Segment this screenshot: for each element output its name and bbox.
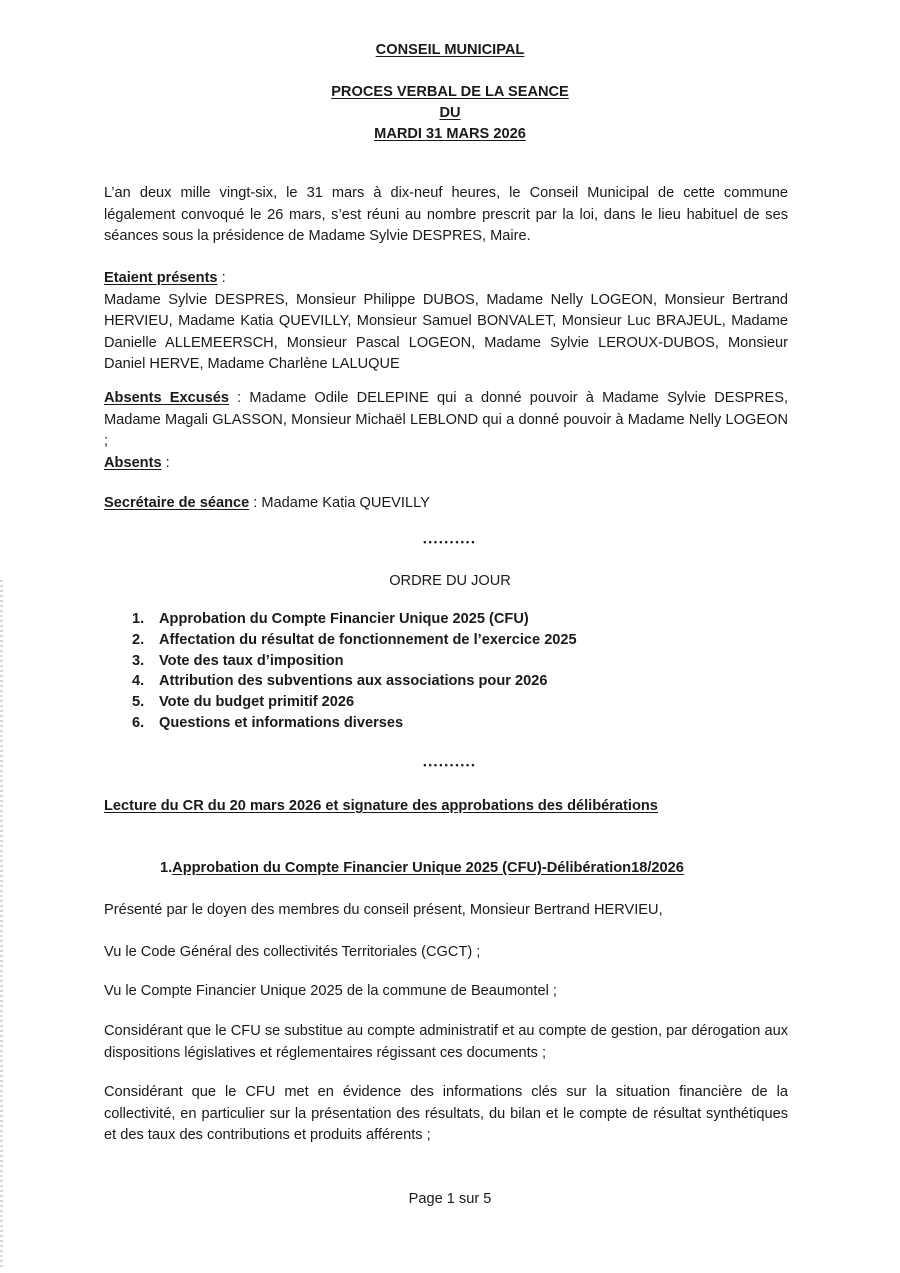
excused-section xyxy=(104,388,788,453)
secretary-text: : Madame Katia QUEVILLY xyxy=(249,495,430,511)
separator-2: •••••••••• xyxy=(423,760,477,770)
vu-cfu: Vu le Compte Financier Unique 2025 de la commune de Beaumontel ; xyxy=(104,983,557,999)
secretary-section xyxy=(104,493,788,515)
section-1-title: Approbation du Compte Financier Unique 2025 (CFU)-Délibération18/2026 xyxy=(172,860,684,876)
absent-section xyxy=(104,453,788,475)
agenda-item-number: 2. xyxy=(132,631,145,648)
presented-by: Présenté par le doyen des membres du conseil présent, Monsieur Bertrand HERVIEU, xyxy=(104,902,663,918)
excused-text: : Madame Odile DELEPINE qui a donné pouvoir à Madame Sylvie DESPRES, Madame Magali GLASSON, Monsieur Michaël LEBLOND qui a donné pouvoir à Madame Nelly LOGEON ; xyxy=(104,390,788,449)
agenda-item xyxy=(132,609,577,630)
agenda-item-number: 4. xyxy=(132,673,145,690)
agenda-item-label: Affectation du résultat de fonctionnement de l’exercice 2025 xyxy=(159,631,577,648)
excused-label: Absents Excusés xyxy=(104,390,229,406)
agenda-item xyxy=(132,651,577,672)
agenda-item xyxy=(132,692,577,713)
agenda-item xyxy=(132,713,577,734)
absent-label: Absents xyxy=(104,455,162,471)
considerant-1 xyxy=(104,1021,788,1064)
agenda-item-number: 3. xyxy=(132,652,145,669)
absent-text: : xyxy=(161,455,170,471)
present-names: Madame Sylvie DESPRES, Monsieur Philippe DUBOS, Madame Nelly LOGEON, Monsieur Bertrand HERVIEU, Madame Katia QUEVILLY, Monsieur Samuel BONVALET, Monsieur Luc BRAJEUL, Madame Danielle ALLEMEERSCH, Monsieur Pascal LOGEON, Madame Sylvie LEROUX-DUBOS, Monsieur Daniel HERVE, Madame Charlène LALUQUE xyxy=(104,291,788,372)
agenda-list xyxy=(132,609,577,734)
considerant-1-text: Considérant que le CFU se substitue au compte administratif et au compte de gestion, par dérogation aux dispositions législatives et réglementaires régissant ces documents ; xyxy=(104,1023,788,1061)
agenda-item-label: Questions et informations diverses xyxy=(159,714,404,731)
agenda-item-number: 6. xyxy=(132,714,145,731)
intro-paragraph xyxy=(104,183,788,248)
section-1-number: 1. xyxy=(160,860,173,876)
agenda-item xyxy=(132,630,577,651)
agenda-item-label: Vote du budget primitif 2026 xyxy=(159,694,355,711)
considerant-2-text: Considérant que le CFU met en évidence des informations clés sur la situation financière de la collectivité, en particulier sur la présentation des résultats, du bilan et le compte de résultat synthétiques et des taux des contributions et produits afférents ; xyxy=(104,1084,788,1143)
meeting-date: MARDI 31 MARS 2026 xyxy=(374,126,526,142)
considerant-2 xyxy=(104,1082,788,1147)
council-heading: CONSEIL MUNICIPAL xyxy=(375,42,525,58)
page-footer: Page 1 sur 5 xyxy=(408,1191,492,1207)
vu-cgct: Vu le Code Général des collectivités Territoriales (CGCT) ; xyxy=(104,944,481,960)
intro-text: L’an deux mille vingt-six, le 31 mars à dix-neuf heures, le Conseil Municipal de cette commune légalement convoqué le 26 mars, s’est réuni au nombre prescrit par la loi, dans le lieu habituel de ses séances sous la présidence de Madame Sylvie DESPRES, Maire. xyxy=(104,185,788,244)
present-section xyxy=(104,268,788,376)
agenda-item-label: Attribution des subventions aux associations pour 2026 xyxy=(159,673,548,690)
scan-edge-artifact xyxy=(0,580,3,1270)
minutes-title-du: DU xyxy=(439,105,461,121)
agenda-item-label: Approbation du Compte Financier Unique 2025 (CFU) xyxy=(159,611,529,627)
agenda-item-label: Vote des taux d’imposition xyxy=(159,652,344,669)
agenda-item-number: 1. xyxy=(132,611,145,627)
agenda-item xyxy=(132,671,577,692)
present-sep: : xyxy=(217,270,226,286)
minutes-title: PROCES VERBAL DE LA SEANCE xyxy=(331,84,569,100)
section-1-heading xyxy=(160,860,684,876)
present-label: Etaient présents xyxy=(104,270,218,286)
separator-1: •••••••••• xyxy=(423,537,477,547)
reading-heading: Lecture du CR du 20 mars 2026 et signature des approbations des délibérations xyxy=(104,798,658,814)
secretary-label: Secrétaire de séance xyxy=(104,495,250,511)
agenda-title: ORDRE DU JOUR xyxy=(389,573,511,589)
agenda-item-number: 5. xyxy=(132,694,145,711)
